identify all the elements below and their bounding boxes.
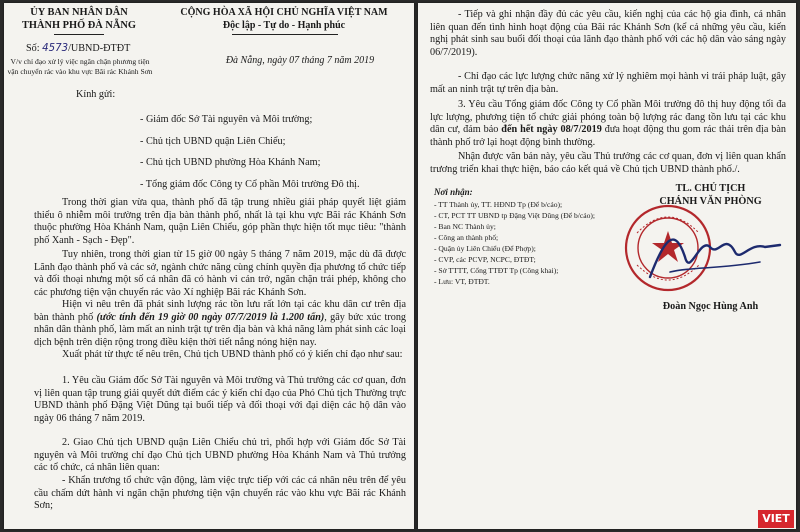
issuer-line-2: THÀNH PHỐ ĐÀ NẴNG bbox=[21, 19, 136, 31]
body-paragraph-3: Hiện vì nêu trên đã phát sinh lượng rác tồn lưu rất lớn tại các khu dân cư trên địa bàn thành phố (ước tính đến 19 giờ 00 ngày 07/7/2019 là 1.200 tấn), gây bức xúc trong nhân dân thành phố, làm mất an ninh trật tự trên địa bàn và khả năng làm phát sinh các loại dịch bệnh trên diện rộng trong điều kiện thời tiết nắng nóng hiện nay. bbox=[34, 299, 407, 348]
copy-recipient-item: - Công an thành phố; bbox=[434, 233, 499, 242]
copy-recipient-item: - Lưu: VT, ĐTĐT. bbox=[434, 277, 490, 286]
signer-authority: TL. CHỦ TỊCH bbox=[675, 183, 746, 194]
deadline-highlight: đến hết ngày 08/7/2019 bbox=[501, 124, 602, 136]
copy-recipient-item: - TT Thành ủy, TT. HĐND Tp (Để b/cáo); bbox=[434, 200, 563, 209]
nation-title: CỘNG HÒA XÃ HỘI CHỦ NGHĨA VIỆT NAM bbox=[180, 7, 388, 18]
directive-2: 2. Giao Chủ tịch UBND quận Liên Chiểu chủ trì, phối hợp với Giám đốc Sở Tài nguyên và Môi trường chỉ đạo Chủ tịch UBND phường Hòa Khánh Nam và Thủ trưởng các tổ chức, cá nhân liên quan: bbox=[34, 437, 406, 474]
handwritten-number: 4573 bbox=[42, 43, 69, 54]
issuer-underline bbox=[54, 34, 104, 35]
issuer-block bbox=[4, 7, 154, 32]
closing-paragraph: Nhận được văn bản này, yêu cầu Thủ trưởng các cơ quan, đơn vị liên quan khẩn trương triển khai thực hiện, báo cáo kết quả về Chủ tịch UBND thành phố./. bbox=[430, 151, 786, 175]
copy-recipient-item: - Sở TTTT, Cổng TTĐT Tp (Công khai); bbox=[434, 266, 559, 275]
body-paragraph-5: - Tiếp và ghi nhận đầy đủ các yêu cầu, kiến nghị của các hộ gia đình, cá nhân liên quan đến tình hình hoạt động của Bãi rác Khánh Sơn (kể cả những yêu cầu, kiến nghị phát sinh sau buổi đối thoại của lãnh đạo thành phố với các hộ dân vào sáng ngày 06/7/2019). bbox=[430, 9, 786, 58]
document-page-1 bbox=[4, 3, 414, 529]
directive-3: 3. Yêu cầu Tổng giám đốc Công ty Cổ phần Môi trường đô thị huy động tối đa lực lượng, phương tiện tổ chức giải phóng toàn bộ lượng rác đang tồn lưu tại các khu dân cư, đảm bảo đến hết ngày 08/7/2019 đưa hoạt động thu gom rác thải trên địa bàn thành phố trở lại hoạt động bình thường. bbox=[430, 99, 787, 148]
date-line: Đà Nẵng, ngày 07 tháng 7 năm 2019 bbox=[225, 55, 375, 66]
recipient-list bbox=[140, 109, 410, 195]
directive-1: 1. Yêu cầu Giám đốc Sở Tài nguyên và Môi trường và Thủ trưởng các cơ quan, đơn vị liên quan tập trung giải quyết dứt điểm các ý kiến chỉ đạo của Phó Chủ tịch Thường trực UBND thành phố Đặng Việt Dũng tại buổi tiếp và đối thoại với đại diện các hộ dân vào ngày 06 tháng 7 năm 2019. bbox=[34, 375, 406, 424]
copy-recipient-item: - CVP, các PCVP, NCPC, ĐTĐT; bbox=[434, 255, 536, 264]
motto-underline bbox=[232, 34, 338, 35]
signature-icon bbox=[640, 217, 790, 297]
recipient-item: - Tổng giám đốc Công ty Cổ phần Môi trường Đô thị. bbox=[140, 178, 360, 190]
recipient-item: - Chủ tịch UBND phường Hòa Khánh Nam; bbox=[140, 157, 321, 168]
document-page-2 bbox=[418, 3, 796, 529]
greeting: Kính gửi: bbox=[76, 89, 116, 100]
site-watermark: VIET bbox=[758, 510, 794, 528]
copy-recipient-item: - Ban NC Thành ủy; bbox=[434, 222, 496, 231]
national-motto bbox=[154, 7, 414, 32]
issuer-line-1: ỦY BAN NHÂN DÂN bbox=[30, 7, 128, 18]
subject-line: V/v chỉ đạo xử lý việc ngăn chặn phương tiện vận chuyển rác vào khu vực Bãi rác Khánh Sơn bbox=[7, 57, 153, 76]
body-paragraph-4: Xuất phát từ thực tế nêu trên, Chủ tịch UBND thành phố có ý kiến chỉ đạo như sau: bbox=[62, 349, 403, 360]
body-paragraph-6: - Chỉ đạo các lực lượng chức năng xử lý nghiêm mọi hành vi trái pháp luật, gây mất an ninh trật tự trên địa bàn. bbox=[430, 71, 786, 95]
signer-name: Đoàn Ngọc Hùng Anh bbox=[662, 301, 759, 312]
copy-recipients bbox=[434, 199, 644, 287]
recipient-item: - Chủ tịch UBND quận Liên Chiểu; bbox=[140, 135, 286, 147]
signer-position: CHÁNH VĂN PHÒNG bbox=[659, 195, 762, 207]
body-paragraph-2: Tuy nhiên, trong thời gian từ 15 giờ 00 ngày 5 tháng 7 năm 2019, mặc dù đã được Lãnh đạo thành phố và các sở, ngành chức năng cùng chính quyền địa phương tổ chức tiếp và đối thoại nhưng một số cá nhân đã có hành vi cản trở, ngăn chặn trái phép, không cho các phương tiện vận chuyển rác vào Xí nghiệp Bãi rác Khánh Sơn. bbox=[34, 249, 406, 298]
body-paragraph-1: Trong thời gian vừa qua, thành phố đã tập trung nhiều giải pháp quyết liệt giảm thiểu ô nhiễm môi trường trên địa bàn thành phố, nhất là tại khu vực Bãi rác Khánh Sơn thuộc phường Hòa Khánh Nam, quận Liên Chiểu, góp phần thực hiện tốt mục tiêu: "thành phố Xanh - Sạch - Đẹp". bbox=[34, 197, 406, 246]
nation-motto: Độc lập - Tự do - Hạnh phúc bbox=[222, 19, 346, 31]
recipients-title: Nơi nhận: bbox=[434, 187, 473, 197]
recipient-item: - Giám đốc Sở Tài nguyên và Môi trường; bbox=[140, 114, 313, 125]
copy-recipient-item: - Quận ủy Liên Chiểu (Để Phợp); bbox=[434, 244, 536, 253]
copy-recipient-item: - CT, PCT TT UBND tp Đặng Việt Dũng (Để b/cáo); bbox=[434, 211, 596, 220]
highlight-estimate: (ước tính đến 19 giờ 00 ngày 07/7/2019 là 1.200 tấn) bbox=[96, 311, 325, 323]
directive-2-item: - Khẩn trương tổ chức vận động, làm việc trực tiếp với các cá nhân nêu trên để yêu cầu chấm dứt hành vi ngăn chặn phương tiện vận chuyển rác vào khu vực Bãi rác Khánh Sơn; bbox=[34, 475, 406, 512]
document-number: Số: 4573/UBND-ĐTĐT bbox=[26, 43, 131, 54]
